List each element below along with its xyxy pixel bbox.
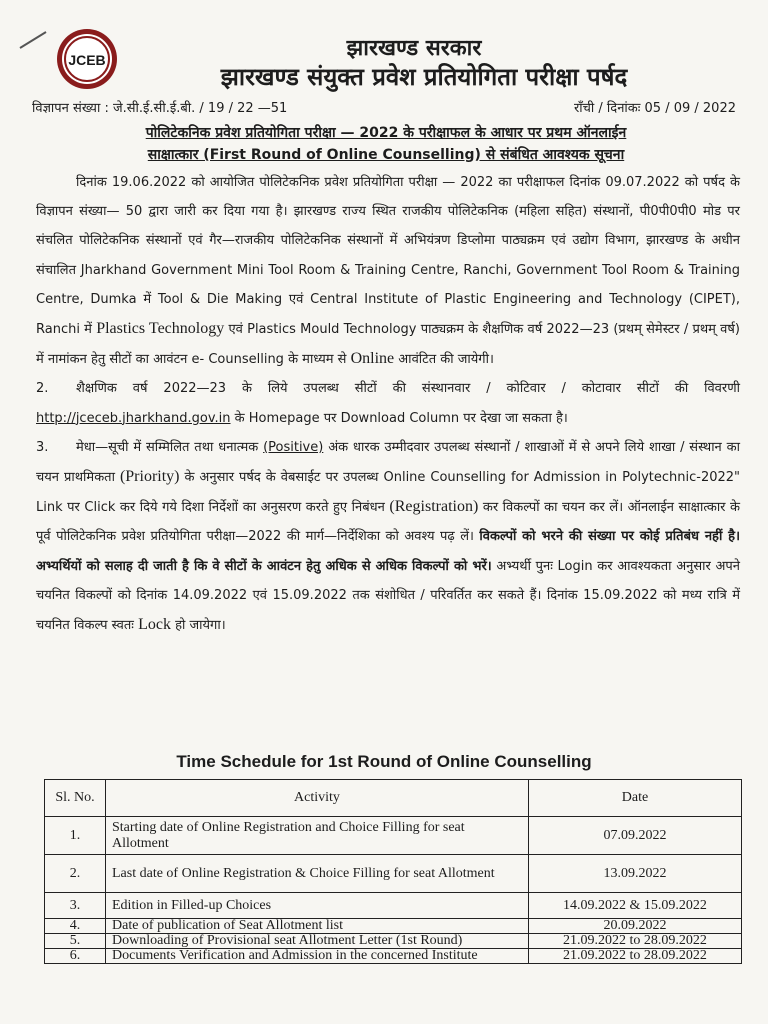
positive-term: (Positive) xyxy=(263,439,324,455)
notice-body xyxy=(36,168,740,640)
schedule-header-row xyxy=(45,780,742,817)
schedule-title: Time Schedule for 1st Round of Online Counselling xyxy=(176,752,592,771)
col-date: Date xyxy=(529,780,742,817)
reference-line xyxy=(32,98,736,118)
table-row: 4. Date of publication of Seat Allotment list 20.09.2022 xyxy=(45,919,742,934)
paragraph-1: दिनांक 19.06.2022 को आयोजित पोलिटेकनिक प्रवेश प्रतियोगिता परीक्षा — 2022 का परीक्षाफल दिनांक 09.07.2022 को पर्षद के विज्ञापन संख्या— 50 द्वारा जारी कर दिया गया है। झारखण्ड राज्य स्थित राजकीय पोलिटेकनिक (महिला सहित) संस्थानों, पी0पी0पी0 मोड पर संचलित पोलिटेकनिक संस्थानों एवं गैर—राजकीय पोलिटेकनिक संस्थानों में अभियंत्रण डिप्लोमा पाठ्यक्रम एवं उद्योग विभाग, झारखण्ड के अधीन संचालित Jharkhand Government Mini Tool Room & Training Centre, Ranchi, Government Tool Room & Training Centre, Dumka में Tool & Die Making एवं Central Institute of Plastic Engineering and Technology (CIPET), Ranchi में Plastics Technology एवं Plastics Mould Technology पाठ्यक्रम के शैक्षणिक वर्ष 2022—23 (प्रथम् सेमेस्टर / प्रथम् वर्ष) में नामांकन हेतु सीटों का आवंटन e- Counselling के माध्यम से Online आवंटित की जायेगी। xyxy=(36,175,740,368)
notice-title-line2: साक्षात्कार (First Round of Online Counselling) से संबंधित आवश्यक सूचना xyxy=(147,147,625,163)
table-row: 5. Downloading of Provisional seat Allotment Letter (1st Round) 21.09.2022 to 28.09.2022 xyxy=(45,934,742,949)
paragraph-3: 3. मेधा—सूची में सम्मिलित तथा धनात्मक (Positive) अंक धारक उम्मीदवार उपलब्ध संस्थानों / शाखाओं में से अपने लिये शाखा / संस्थान का चयन प्राथमिकता (Priority) के अनुसार पर्षद के वेबसाईट पर उपलब्ध Online Counselling for Admission in Polytechnic-2022" Link पर Click कर दिये गये दिशा निर्देशों का अनुसरण करते हुए निबंधन (Registration) कर विकल्पों का चयन कर लें। ऑनलाईन साक्षात्कार के पूर्व पोलिटेकनिक प्रवेश प्रतियोगिता परीक्षा—2022 की मार्ग—निर्देशिका को अवश्य पढ़ लें। विकल्पों को भरने की संख्या पर कोई प्रतिबंध नहीं है। अभ्यर्थियों को सलाह दी जाती है कि वे सीटों के आवंटन हेतु अधिक से अधिक विकल्पों को भरें। अभ्यर्थी पुनः Login कर आवश्यकता अनुसार अपने चयनित विकल्पों को दिनांक 14.09.2022 एवं 15.09.2022 तक संशोधित / परिवर्तित कर सकते हैं। दिनांक 15.09.2022 को मध्य रात्रि में चयनित विकल्प स्वतः Lock हो जायेगा। xyxy=(36,439,741,634)
govt-title: झारखण्ड सरकार xyxy=(346,36,482,61)
advertisement-number: विज्ञापन संख्या : जे.सी.ई.सी.ई.बी. / 19 / 22 —51 xyxy=(32,101,288,116)
no-limit-notice: विकल्पों को भरने की संख्या पर कोई प्रतिबंध नहीं है। अभ्यर्थियों को सलाह दी जाती है कि वे सीटों के आवंटन हेतु अधिक से अधिक विकल्पों को भरें। xyxy=(36,529,741,574)
col-activity: Activity xyxy=(106,780,529,817)
table-row: 2. Last date of Online Registration & Choice Filling for seat Allotment 13.09.2022 xyxy=(45,855,742,893)
board-title: झारखण्ड संयुक्त प्रवेश प्रतियोगिता परीक्षा पर्षद xyxy=(220,63,628,91)
paragraph-2: 2. शैक्षणिक वर्ष 2022—23 के लिये उपलब्ध सीटों की संस्थानवार / कोटिवार / कोटावार सीटों की विवरणी http://jceceb.jharkhand.gov.in के Homepage पर Download Column पर देखा जा सकता है। xyxy=(36,381,740,426)
place-date: राँची / दिनांकः 05 / 09 / 2022 xyxy=(573,101,736,116)
table-row: 6. Documents Verification and Admission in the concerned Institute 21.09.2022 to 28.09.2022 xyxy=(45,949,742,964)
plastics-technology: Plastics Technology xyxy=(96,320,225,338)
schedule-table xyxy=(44,779,742,964)
notice-title xyxy=(34,122,738,166)
notice-title-line1: पोलिटेकनिक प्रवेश प्रतियोगिता परीक्षा — 2022 के परीक्षाफल के आधार पर प्रथम ऑनलाईन xyxy=(145,125,627,141)
table-row: 1. Starting date of Online Registration and Choice Filling for seat Allotment 07.09.2022 xyxy=(45,817,742,855)
col-slno: Sl. No. xyxy=(45,780,106,817)
table-row: 3. Edition in Filled-up Choices 14.09.2022 & 15.09.2022 xyxy=(45,893,742,919)
online-word: Online xyxy=(350,350,395,368)
logo-text: JCEB xyxy=(68,52,106,68)
jceceb-website-link[interactable]: http://jceceb.jharkhand.gov.in xyxy=(36,410,231,426)
